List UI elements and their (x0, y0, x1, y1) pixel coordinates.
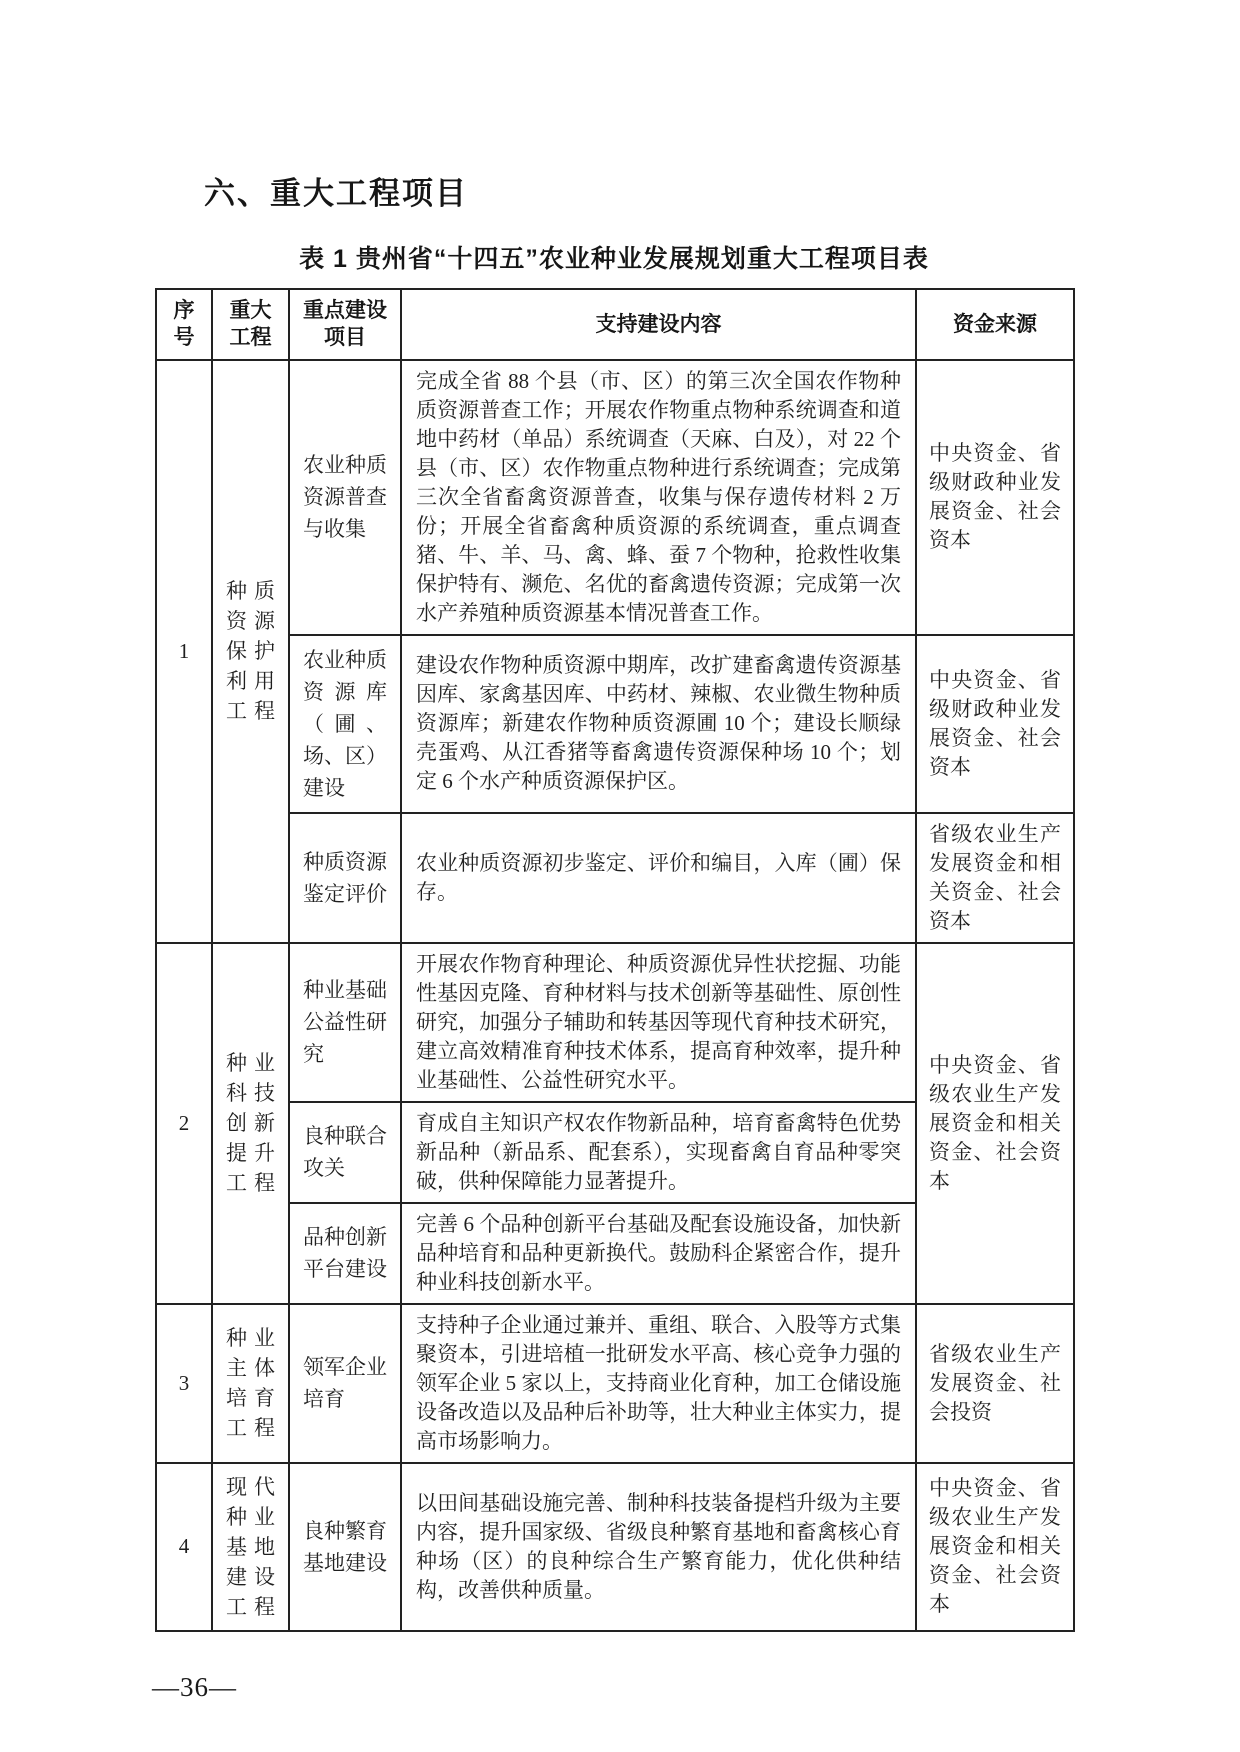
key-project-name: 良种繁育基地建设 (289, 1463, 401, 1631)
key-project-name: 品种创新平台建设 (289, 1203, 401, 1304)
section-heading: 六、重大工程项目 (204, 176, 468, 211)
header-content: 支持建设内容 (401, 289, 916, 360)
row-index: 2 (156, 943, 212, 1304)
construction-content: 农业种质资源初步鉴定、评价和编目，入库（圃）保存。 (401, 813, 916, 943)
construction-content: 以田间基础设施完善、制种科技装备提档升级为主要内容，提升国家级、省级良种繁育基地和畜禽核心育种场（区）的良种综合生产繁育能力，优化供种结构，改善供种质量。 (401, 1463, 916, 1631)
table-row (156, 813, 1074, 943)
table-row (156, 943, 1074, 1102)
table-row (156, 1304, 1074, 1463)
key-project-name: 良种联合攻关 (289, 1102, 401, 1203)
funding-source: 中央资金、省级财政种业发展资金、社会资本 (916, 635, 1074, 813)
construction-content: 开展农作物育种理论、种质资源优异性状挖掘、功能性基因克隆、育种材料与技术创新等基础性、原创性研究，加强分子辅助和转基因等现代育种技术研究，建立高效精准育种技术体系，提高育种效率，提升种业基础性、公益性研究水平。 (401, 943, 916, 1102)
table-title: 表 1 贵州省“十四五”农业种业发展规划重大工程项目表 (299, 245, 929, 273)
construction-content: 支持种子企业通过兼并、重组、联合、入股等方式集聚资本，引进培植一批研发水平高、核心竞争力强的领军企业 5 家以上，支持商业化育种，加工仓储设施设备改造以及品种后补助等，壮大种业主体实力，提高市场影响力。 (401, 1304, 916, 1463)
table-header-row (156, 289, 1074, 360)
row-index: 4 (156, 1463, 212, 1631)
key-project-name: 领军企业培育 (289, 1304, 401, 1463)
construction-content: 建设农作物种质资源中期库，改扩建畜禽遗传资源基因库、家禽基因库、中药材、辣椒、农业微生物种质资源库；新建农作物种质资源圃 10 个；建设长顺绿壳蛋鸡、从江香猪等畜禽遗传资源保种场 10 个；划定 6 个水产种质资源保护区。 (401, 635, 916, 813)
key-project-name: 农业种质资源库（圃、场、区）建设 (289, 635, 401, 813)
table-row (156, 360, 1074, 635)
funding-source: 中央资金、省级财政种业发展资金、社会资本 (916, 360, 1074, 635)
construction-content: 完善 6 个品种创新平台基础及配套设施设备，加快新品种培育和品种更新换代。鼓励科企紧密合作，提升种业科技创新水平。 (401, 1203, 916, 1304)
major-project-name: 种业主体培育工程 (212, 1304, 289, 1463)
major-project-name: 现代种业基地建设工程 (212, 1463, 289, 1631)
row-index: 1 (156, 360, 212, 943)
table-row (156, 1463, 1074, 1631)
funding-source: 省级农业生产发展资金、社会投资 (916, 1304, 1074, 1463)
key-project-name: 农业种质资源普查与收集 (289, 360, 401, 635)
projects-table (155, 288, 1075, 1632)
funding-source: 省级农业生产发展资金和相关资金、社会资本 (916, 813, 1074, 943)
major-project-name: 种业科技创新提升工程 (212, 943, 289, 1304)
header-funding: 资金来源 (916, 289, 1074, 360)
funding-source: 中央资金、省级农业生产发展资金和相关资金、社会资本 (916, 1463, 1074, 1631)
header-project: 重大工程 (212, 289, 289, 360)
funding-source: 中央资金、省级农业生产发展资金和相关资金、社会资本 (916, 943, 1074, 1304)
table-row (156, 635, 1074, 813)
major-project-name: 种质资源保护利用工程 (212, 360, 289, 943)
header-key-project: 重点建设项目 (289, 289, 401, 360)
key-project-name: 种业基础公益性研究 (289, 943, 401, 1102)
row-index: 3 (156, 1304, 212, 1463)
construction-content: 完成全省 88 个县（市、区）的第三次全国农作物种质资源普查工作；开展农作物重点物种系统调查和道地中药材（单品）系统调查（天麻、白及），对 22 个县（市、区）农作物重点物种进行系统调查；完成第三次全省畜禽资源普查，收集与保存遗传材料 2 万份；开展全省畜禽种质资源的系统调查，重点调查猪、牛、羊、马、禽、蜂、蚕 7 个物种，抢救性收集保护特有、濒危、名优的畜禽遗传资源；完成第一次水产养殖种质资源基本情况普查工作。 (401, 360, 916, 635)
key-project-name: 种质资源鉴定评价 (289, 813, 401, 943)
construction-content: 育成自主知识产权农作物新品种，培育畜禽特色优势新品种（新品系、配套系），实现畜禽自育品种零突破，供种保障能力显著提升。 (401, 1102, 916, 1203)
header-index: 序号 (156, 289, 212, 360)
page-number: —36— (152, 1671, 237, 1702)
